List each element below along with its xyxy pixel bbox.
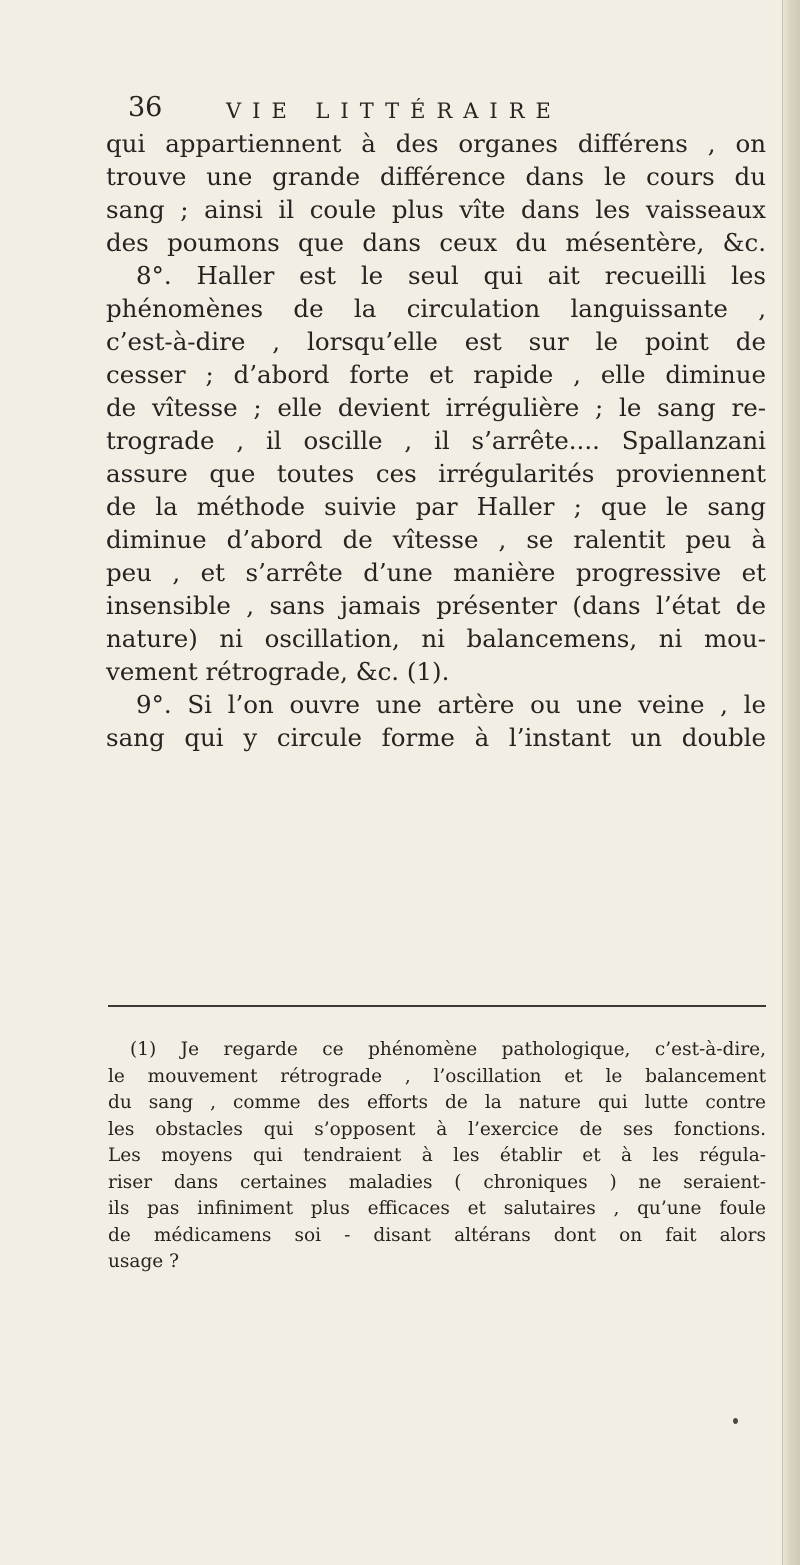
- text-line: trouve une grande différence dans le cours du: [106, 162, 766, 191]
- page-edge-shadow: [782, 0, 800, 1565]
- footnote-line: Les moyens qui tendraient à les établir et à les régula-: [108, 1145, 766, 1166]
- text-line: peu , et s’arrête d’une manière progressive et: [106, 558, 766, 587]
- main-text: [106, 127, 766, 754]
- text-line: 9°. Si l’on ouvre une artère ou une veine , le: [136, 690, 766, 719]
- page-number: 36: [128, 92, 163, 123]
- text-line: trograde , il oscille , il s’arrête.... Spallanzani: [106, 426, 766, 455]
- footnote-line: le mouvement rétrograde , l’oscillation et le balancement: [108, 1065, 766, 1087]
- footnote-line: ils pas infiniment plus efficaces et salutaires , qu’une foule: [108, 1198, 766, 1219]
- text-line: nature) ni oscillation, ni balancemens, ni mou-: [106, 624, 766, 653]
- text-line: phénomènes de la circulation languissante ,: [106, 294, 766, 323]
- footnote-line: du sang , comme des efforts de la nature qui lutte contre: [108, 1092, 766, 1113]
- ink-speck: [733, 1418, 738, 1424]
- text-line: de la méthode suivie par Haller ; que le sang: [106, 492, 766, 521]
- text-line: qui appartiennent à des organes différens , on: [106, 129, 766, 158]
- footnote-line: usage ?: [108, 1251, 180, 1272]
- text-line: cesser ; d’abord forte et rapide , elle diminue: [106, 360, 766, 389]
- footnote-line: riser dans certaines maladies ( chroniques ) ne seraient-: [108, 1171, 766, 1193]
- text-line: c’est-à-dire , lorsqu’elle est sur le point de: [106, 327, 766, 356]
- footnote-line: de médicamens soi - disant altérans dont on fait alors: [108, 1224, 766, 1246]
- text-line: insensible , sans jamais présenter (dans l’état de: [106, 591, 766, 620]
- text-line: des poumons que dans ceux du mésentère, &c.: [106, 228, 766, 257]
- page-header: [128, 92, 768, 132]
- footnote-line: (1) Je regarde ce phénomène pathologique, c’est-à-dire,: [130, 1039, 766, 1060]
- text-line: assure que toutes ces irrégularités proviennent: [106, 459, 766, 488]
- text-line: 8°. Haller est le seul qui ait recueilli les: [136, 261, 766, 290]
- text-line: sang ; ainsi il coule plus vîte dans les vaisseaux: [106, 195, 766, 224]
- text-line: vement rétrograde, &c. (1).: [106, 657, 450, 686]
- text-line: de vîtesse ; elle devient irrégulière ; le sang re-: [106, 393, 766, 422]
- footnote-separator: [108, 1005, 766, 1007]
- text-line: sang qui y circule forme à l’instant un double: [106, 723, 766, 752]
- running-title: VIE LITTÉRAIRE: [226, 99, 562, 123]
- footnote: [108, 1037, 766, 1276]
- text-line: diminue d’abord de vîtesse , se ralentit peu à: [106, 525, 766, 554]
- footnote-line: les obstacles qui s’opposent à l’exercice de ses fonctions.: [108, 1118, 766, 1140]
